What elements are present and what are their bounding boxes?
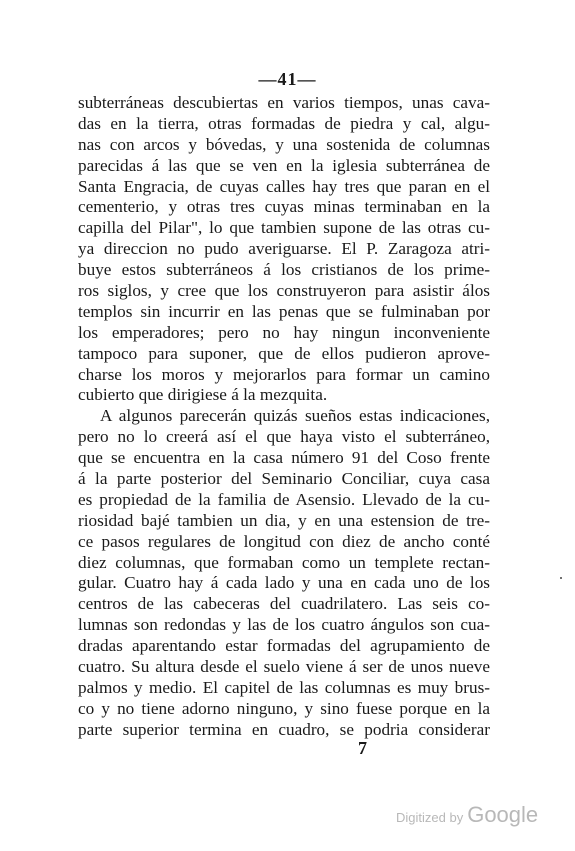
- ink-speck: [560, 577, 562, 579]
- text-line: templos sin incurrir en las penas que se fulminaban por: [78, 301, 490, 321]
- text-line: tampoco para suponer, que de ellos pudieron aprove-: [78, 343, 490, 363]
- text-line: palmos y medio. El capitel de las columnas es muy brus-: [78, 677, 490, 697]
- digitized-watermark: [396, 802, 538, 828]
- text-line: diez columnas, que formaban como un templete rectan-: [78, 552, 490, 572]
- google-logo: Google: [467, 802, 539, 827]
- watermark-prefix: Digitized by: [396, 810, 464, 825]
- text-line: pero no lo creerá así el que haya visto el subterráneo,: [78, 427, 490, 447]
- signature-mark: 7: [358, 738, 367, 758]
- text-line: buye estos subterráneos á los cristianos de los prime-: [78, 260, 490, 280]
- text-line: es propiedad de la familia de Asensio. Llevado de la cu-: [78, 489, 490, 509]
- text-line: centros de las cabeceras del cuadrilatero. Las seis co-: [78, 594, 490, 614]
- text-line: das en la tierra, otras formadas de piedra y cal, algu-: [78, 113, 490, 133]
- text-line: ya direccion no pudo averiguarse. El P. Zaragoza atri-: [78, 239, 490, 259]
- text-line: ros siglos, y cree que los construyeron para asistir álos: [78, 281, 490, 301]
- text-line: que se encuentra en la casa número 91 del Coso frente: [78, 448, 490, 468]
- text-line: nas con arcos y bóvedas, y una sostenida de columnas: [78, 134, 490, 154]
- text-line: cuatro. Su altura desde el suelo viene á ser de unos nueve: [78, 657, 490, 677]
- text-line: co y no tiene adorno ninguno, y sino fuese porque en la: [78, 698, 490, 718]
- text-line: cementerio, y otras tres cuyas minas terminaban en la: [78, 197, 490, 217]
- text-line: gular. Cuatro hay á cada lado y una en cada uno de los: [78, 573, 490, 593]
- text-line: parecidas á las que se ven en la iglesia subterránea de: [78, 155, 490, 175]
- body-text: [78, 93, 490, 741]
- paragraph-end-line: cubierto que dirigiese á la mezquita.: [78, 385, 328, 405]
- paragraph-start-line: A algunos parecerán quizás sueños estas indicaciones,: [100, 406, 490, 426]
- text-line: los emperadores; pero no hay ningun inconveniente: [78, 322, 490, 342]
- text-line: riosidad bajé tambien un dia, y en una estension de tre-: [78, 510, 490, 530]
- text-line: dradas aparentando estar formadas del agrupamiento de: [78, 636, 490, 656]
- text-line: ce pasos regulares de longitud con diez de ancho conté: [78, 531, 490, 551]
- text-line: lumnas son redondas y las de los cuatro ángulos son cua-: [78, 615, 490, 635]
- text-line: charse los moros y mejorarlos para formar un camino: [78, 364, 490, 384]
- text-line: subterráneas descubiertas en varios tiempos, unas cava-: [78, 93, 490, 112]
- text-line: capilla del Pilar", lo que tambien supone de las otras cu-: [78, 218, 490, 238]
- page-number: —41—: [258, 69, 317, 89]
- text-line: parte superior termina en cuadro, se podria considerar: [78, 719, 490, 739]
- text-line: Santa Engracia, de cuyas calles hay tres que paran en el: [78, 176, 490, 196]
- text-line: á la parte posterior del Seminario Conciliar, cuya casa: [78, 469, 490, 489]
